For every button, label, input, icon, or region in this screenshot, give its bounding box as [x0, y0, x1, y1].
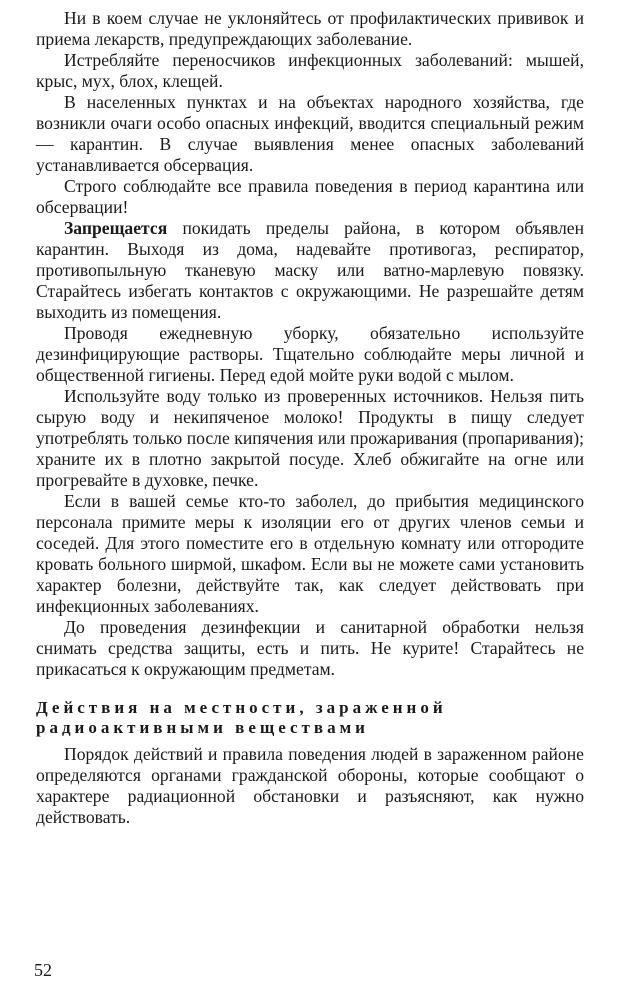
paragraph-water-food: Используйте воду только из проверенных источников. Нельзя пить сырую воду и некипяченое молоко! Продукты в пищу следует употреблять только после кипячения или прожаривания (пропаривания); храните их в плотно закрытой посуде. Хлеб обжигайте на огне или прогревайте в духовке, печке. [36, 386, 584, 490]
paragraph-before-disinfection: До проведения дезинфекции и санитарной обработки нельзя снимать средства защиты, есть и пить. Не курите! Старайтесь не прикасаться к окружающим предметам. [36, 617, 584, 679]
prohibited-lead-word: Запрещается [64, 218, 168, 238]
paragraph-cleaning: Проводя ежедневную уборку, обязательно используйте дезинфицирующие растворы. Тщательно соблюдайте меры личной и общественной гигиены. Перед едой мойте руки водой с мылом. [36, 323, 584, 385]
paragraph-quarantine-regime: В населенных пунктах и на объектах народного хозяйства, где возникли очаги особо опасных инфекций, вводится специальный режим — карантин. В случае выявления менее опасных заболеваний устанавливается обсервация. [36, 92, 584, 175]
paragraph-pest-control: Истребляйте переносчиков инфекционных заболеваний: мышей, крыс, мух, блох, клещей. [36, 50, 584, 91]
paragraph-family-isolation: Если в вашей семье кто-то заболел, до прибытия медицинского персонала примите меры к изоляции его от других членов семьи и соседей. Для этого поместите его в отдельную комнату или отгородите кровать больного ширмой, шкафом. Если вы не можете сами установить характер болезни, действуйте так, как следует действовать при инфекционных заболеваниях. [36, 491, 584, 616]
section-heading: Действия на местности, зараженной радиоактивными веществами [36, 698, 447, 737]
prohibited-text: покидать пределы района, в котором объявлен карантин. Выходя из дома, надевайте противогаз, респиратор, противопыльную тканевую маску или ватно-марлевую повязку. Старайтесь избегать контактов с окружающими. Не разрешайте детям выходить из помещения. [36, 218, 584, 322]
page-body [36, 8, 584, 828]
paragraph-prohibited [36, 218, 584, 323]
paragraph-section-intro: Порядок действий и правила поведения людей в зараженном районе определяются органами гражданской обороны, которые сообщают о характере радиационной обстановки и разъясняют, как нужно действовать. [36, 744, 584, 827]
paragraph-follow-rules: Строго соблюдайте все правила поведения в период карантина или обсервации! [36, 176, 584, 217]
paragraph-vaccination: Ни в коем случае не уклоняйтесь от профилактических прививок и приема лекарств, предупреждающих заболевание. [36, 8, 584, 49]
page-number: 52 [34, 960, 52, 980]
